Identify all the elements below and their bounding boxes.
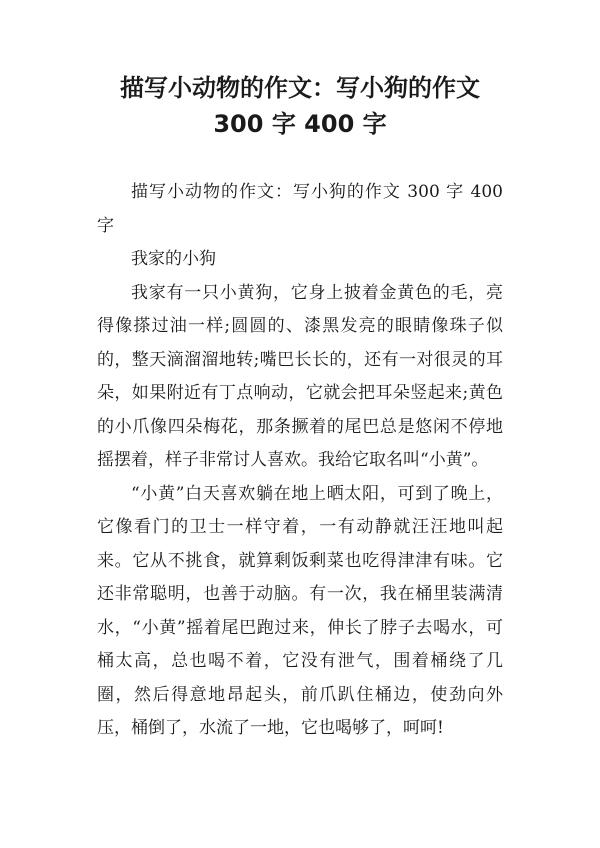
title-line-2: 300 字 400 字 [213, 110, 387, 138]
body-paragraph: 我家有一只小黄狗，它身上披着金黄色的毛，亮得像搽过油一样;圆圆的、漆黑发亮的眼睛像珠子似的，整天滴溜溜地转;嘴巴长长的，还有一对很灵的耳朵，如果附近有丁点响动，它就会把耳朵竖起来;黄色的小爪像四朵梅花，那条撅着的尾巴总是悠闲不停地摇摆着，样子非常讨人喜欢。我给它取名叫“小黄”。 [97, 282, 503, 470]
article-body [97, 176, 503, 746]
title-line-1: 描写小动物的作文：写小狗的作文 [120, 74, 480, 102]
page-title [60, 70, 540, 142]
intro-paragraph: 描写小动物的作文：写小狗的作文 300 字 400 字 [97, 182, 503, 236]
subheading: 我家的小狗 [131, 249, 216, 269]
body-paragraph: “小黄”白天喜欢躺在地上晒太阳，可到了晚上，它像看门的卫士一样守着，一有动静就汪汪地叫起来。它从不挑食，就算剩饭剩菜也吃得津津有味。它还非常聪明，也善于动脑。有一次，我在桶里装满清水，“小黄”摇着尾巴跑过来，伸长了脖子去喝水，可桶太高，总也喝不着，它没有泄气，围着桶绕了几圈，然后得意地昂起头，前爪趴住桶边，使劲向外压，桶倒了，水流了一地，它也喝够了，呵呵! [97, 483, 503, 738]
